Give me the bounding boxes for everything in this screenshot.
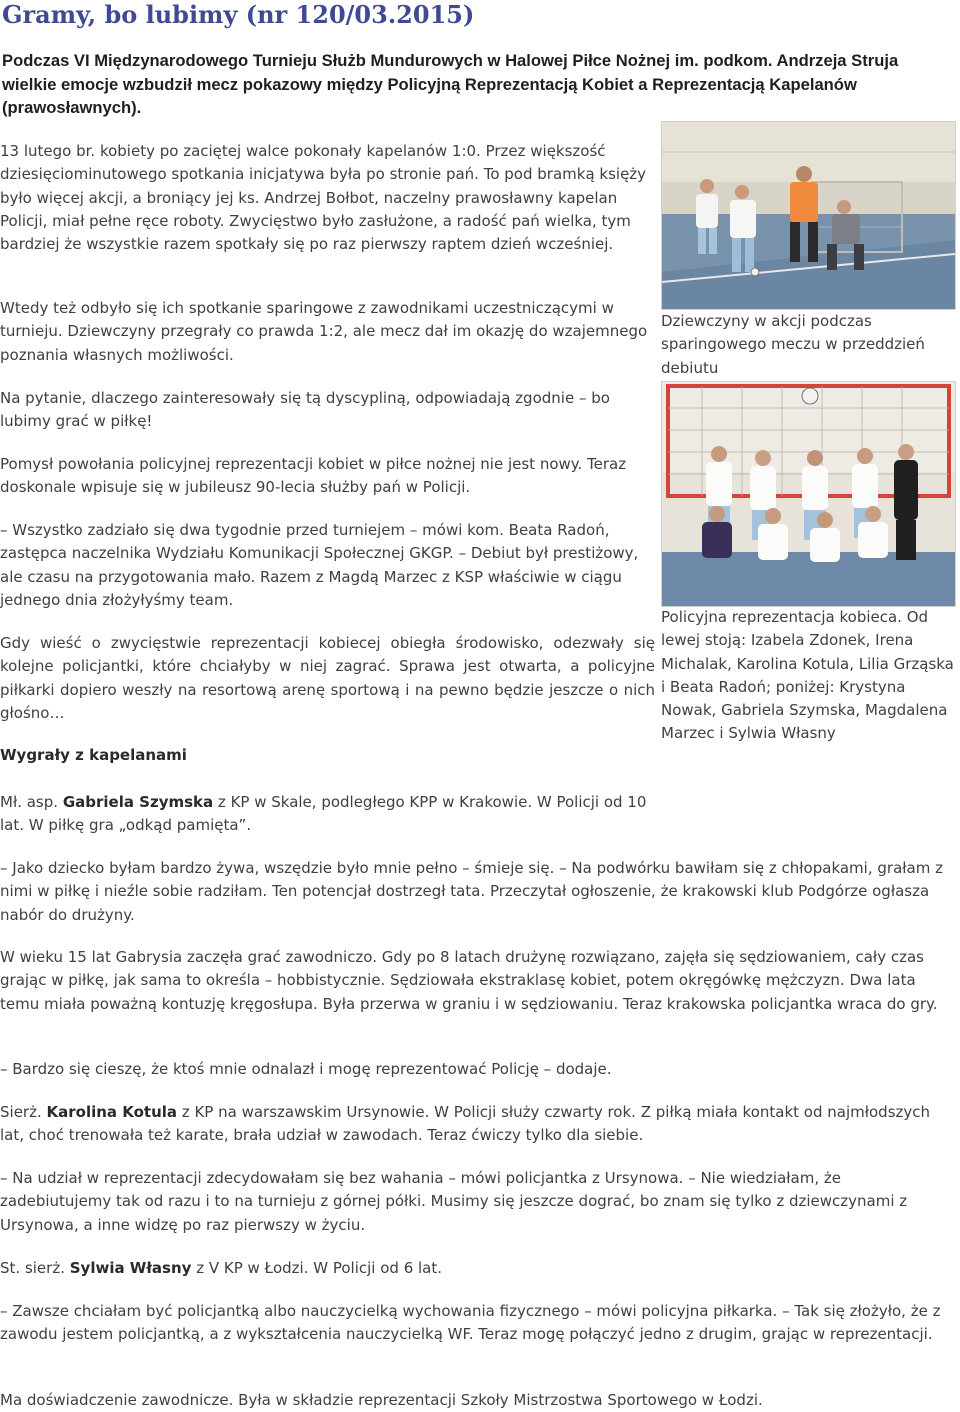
rank-text: Sierż. bbox=[0, 1103, 47, 1121]
paragraph-11 bbox=[0, 1101, 955, 1148]
paragraph-2: Wtedy też odbyło się ich spotkanie sparingowe z zawodnikami uczestniczącymi w turnieju. Dziewczyny przegrały co prawda 1:2, ale mecz dał im okazję do wzajemnego poznania własnych możliwości. bbox=[0, 299, 648, 364]
match-photo-caption: Dziewczyny w akcji podczas sparingowego meczu w przeddzień debiutu bbox=[661, 312, 925, 377]
article-title: Gramy, bo lubimy (nr 120/03.2015) bbox=[2, 0, 475, 29]
bio-text: z KP na warszawskim Ursynowie. W Policji służy czwarty rok. Z piłką miała kontakt od najmłodszych lat, choć trenowała też karate, brała udział w zawodach. Teraz ćwiczy tylko dla siebie. bbox=[0, 1103, 931, 1145]
rank-text: St. sierż. bbox=[0, 1259, 70, 1277]
paragraph-4: Pomysł powołania policyjnej reprezentacji kobiet w piłce nożnej nie jest nowy. Teraz doskonale wpisuje się w jubileusz 90-lecia służby pań w Policji. bbox=[0, 455, 627, 497]
person-name: Karolina Kotula bbox=[46, 1103, 178, 1121]
bio-text: z KP w Skale, podległego KPP w Krakowie. W Policji od 10 lat. W piłkę gra „odkąd pamięta”. bbox=[0, 793, 647, 835]
paragraph-9: W wieku 15 lat Gabrysia zaczęła grać zawodniczo. Gdy po 8 latach drużynę rozwiązano, zajęła się sędziowaniem, cały czas grając w piłkę, jak sama to określa – hobbistycznie. Sędziowała ekstraklasę kobiet, potem okręgówkę mężczyzn. Dwa lata temu miała poważną kontuzję kręgosłupa. Była przerwa w graniu i w sędziowaniu. Teraz krakowska policjantka wraca do gry. bbox=[0, 948, 938, 1013]
bio-text: z V KP w Łodzi. W Policji od 6 lat. bbox=[191, 1259, 443, 1277]
section-heading: Wygrały z kapelanami bbox=[0, 746, 187, 764]
paragraph-8: – Jako dziecko byłam bardzo żywa, wszędzie było mnie pełno – śmieje się. – Na podwórku bawiłam się z chłopakami, grałam z nimi w piłkę i nieźle sobie radziłam. Ten potencjał dostrzegł tata. Przeczytał ogłoszenie, że krakowski klub Podgórze ogłasza nabór do drużyny. bbox=[0, 859, 943, 924]
team-photo bbox=[661, 381, 956, 607]
paragraph-12: – Na udział w reprezentacji zdecydowałam się bez wahania – mówi policjantka z Ursynowa. – Nie wiedziałam, że zadebiutujemy tak od razu i to na turnieju z górnej półki. Musimy się jeszcze dograć, bo znam się tylko z dziewczynami z Ursynowa, a inne widzę po raz pierwszy w życiu. bbox=[0, 1169, 908, 1234]
paragraph-10: – Bardzo się cieszę, że ktoś mnie odnalazł i mogę reprezentować Policję – dodaje. bbox=[0, 1060, 612, 1078]
paragraph-15: Ma doświadczenie zawodnicze. Była w składzie reprezentacji Szkoły Mistrzostwa Sportowego w Łodzi. bbox=[0, 1391, 763, 1409]
paragraph-7 bbox=[0, 791, 655, 838]
person-name: Sylwia Własny bbox=[69, 1259, 192, 1277]
paragraph-6: Gdy wieść o zwycięstwie reprezentacji kobiecej obiegła środowisko, odezwały się kolejne policjantki, które chciałyby w niej zagrać. Sprawa jest otwarta, a policyjne piłkarki dopiero weszły na resortową arenę sportową i na pewno będzie jeszcze o nich głośno… bbox=[0, 634, 655, 722]
paragraph-3: Na pytanie, dlaczego zainteresowały się tą dyscypliną, odpowiadają zgodnie – bo lubimy grać w piłkę! bbox=[0, 389, 610, 431]
paragraph-14: – Zawsze chciałam być policjantką albo nauczycielką wychowania fizycznego – mówi policyjna piłkarka. – Tak się złożyło, że z zawodu jestem policjantką, a z wykształcenia nauczycielką WF. Teraz mogę połączyć jedno z drugim, grając w reprezentacji. bbox=[0, 1302, 941, 1344]
article-lead: Podczas VI Międzynarodowego Turnieju Służb Mundurowych w Halowej Piłce Nożnej im. podkom. Andrzeja Struja wielkie emocje wzbudził mecz pokazowy między Policyjną Reprezentacją Kobiet a Reprezentacją Kapelanów (prawosławnych). bbox=[2, 51, 899, 117]
paragraph-13 bbox=[0, 1257, 955, 1280]
paragraph-1: 13 lutego br. kobiety po zaciętej walce pokonały kapelanów 1:0. Przez większość dziesięciominutowego spotkania inicjatywa była po stronie pań. To pod bramką księży było więcej akcji, a broniący jej ks. Andrzej Bołbot, naczelny prawosławny kapelan Policji, miał pełne ręce roboty. Zwycięstwo było zasłużone, a radość pań wielka, tym bardziej że wszystkie razem spotkały się po raz pierwszy raptem dzień wcześniej. bbox=[0, 142, 647, 254]
paragraph-5: – Wszystko zadziało się dwa tygodnie przed turniejem – mówi kom. Beata Radoń, zastępca naczelnika Wydziału Komunikacji Społecznej GKGP. – Debiut był prestiżowy, ale czasu na przygotowania mało. Razem z Magdą Marzec z KSP właściwie w ciągu jednego dnia złożyłyśmy team. bbox=[0, 521, 639, 609]
match-photo bbox=[661, 121, 956, 310]
person-name: Gabriela Szymska bbox=[62, 793, 214, 811]
rank-text: Mł. asp. bbox=[0, 793, 63, 811]
team-photo-caption: Policyjna reprezentacja kobieca. Od lewej stoją: Izabela Zdonek, Irena Michalak, Karolina Kotula, Lilia Grząska i Beata Radoń; poniżej: Krystyna Nowak, Gabriela Szymska, Magdalena Marzec i Sylwia Własny bbox=[661, 608, 954, 743]
